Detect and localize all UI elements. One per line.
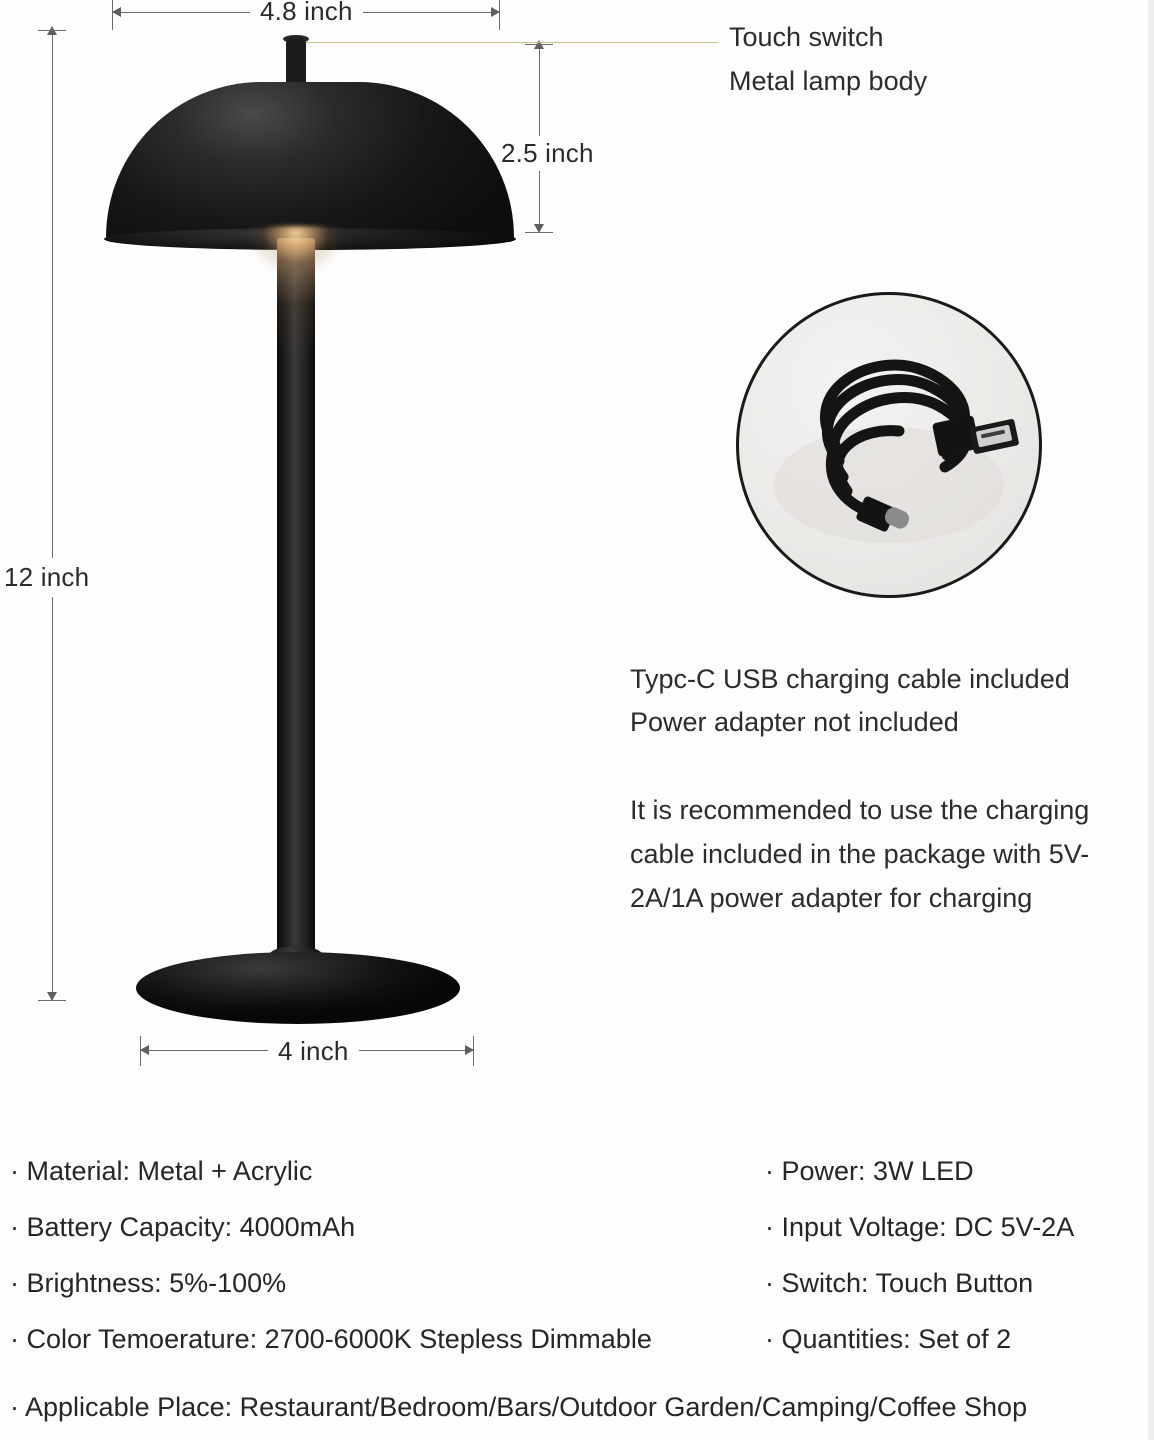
base-width-label: 4 inch [268,1036,359,1067]
shade-width-arrow-left-icon [112,7,121,17]
total-height-dimension-line [52,30,53,1000]
total-height-tick-bottom [38,1000,66,1001]
spec-color-temperature: Color Temoerature: 2700-6000K Stepless Dimmable [26,1324,652,1354]
spec-quantities: Quantities: Set of 2 [781,1324,1012,1354]
spec-row [765,1156,974,1187]
bullet-icon: · [765,1156,774,1186]
callout-metal-lamp-body: Metal lamp body [729,66,928,96]
lamp-light-glow [246,226,346,322]
shade-height-tick-bottom [525,232,553,233]
bullet-icon: · [10,1324,19,1354]
spec-applicable-place: Applicable Place: Restaurant/Bedroom/Bars/Outdoor Garden/Camping/Coffee Shop [25,1392,1028,1422]
total-height-label: 12 inch [0,558,93,597]
bullet-icon: · [765,1324,774,1354]
spec-row [10,1324,652,1355]
spec-power: Power: 3W LED [781,1156,974,1186]
lamp-base-shadow [140,996,456,1030]
bullet-icon: · [765,1212,774,1242]
charging-recommendation-note: It is recommended to use the charging cable included in the package with 5V-2A/1A power adapter for charging [630,795,1090,913]
page-right-edge [1148,0,1154,1440]
spec-row-footer [10,1392,1027,1423]
bullet-icon: · [10,1392,19,1422]
base-width-tick-right [473,1036,474,1066]
base-width-arrow-left-icon [140,1045,149,1055]
shade-width-tick-right [499,0,500,30]
usb-cable-icon [739,295,1039,595]
spec-input-voltage: Input Voltage: DC 5V-2A [781,1212,1075,1242]
shade-height-label: 2.5 inch [495,136,600,171]
usb-cable-photo [736,292,1042,598]
spec-battery-capacity: Battery Capacity: 4000mAh [26,1212,356,1242]
bullet-icon: · [10,1156,19,1186]
cable-included-line-1: Typc-C USB charging cable included [630,664,1070,694]
usb-a-connector [932,415,1019,457]
bullet-icon: · [10,1268,19,1298]
spec-row [765,1212,1074,1243]
cable-included-line-2: Power adapter not included [630,707,959,737]
total-height-tick-top [38,30,66,31]
touch-switch-leader-line [300,42,718,43]
spec-switch: Switch: Touch Button [781,1268,1034,1298]
spec-brightness: Brightness: 5%-100% [26,1268,287,1298]
base-width-tick-left [140,1036,141,1066]
spec-material: Material: Metal + Acrylic [26,1156,313,1186]
shade-width-tick-left [112,0,113,30]
spec-row [10,1268,286,1299]
bullet-icon: · [10,1212,19,1242]
bullet-icon: · [765,1268,774,1298]
shade-height-tick-top [525,44,553,45]
spec-row [765,1268,1033,1299]
spec-row [10,1156,312,1187]
lamp-shade-dome [106,82,514,242]
spec-row [765,1324,1011,1355]
spec-row [10,1212,355,1243]
shade-width-label: 4.8 inch [250,0,363,27]
callout-touch-switch: Touch switch [729,22,884,52]
